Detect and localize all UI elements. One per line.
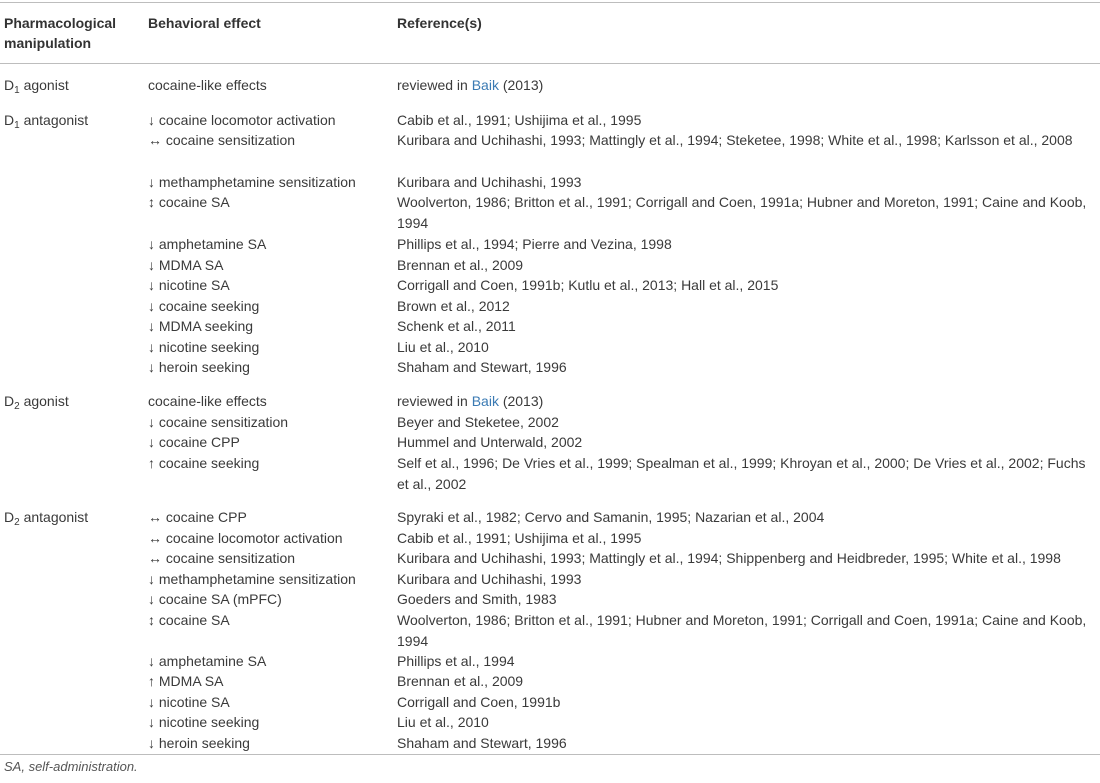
reference-cell — [397, 569, 1099, 590]
table-footnote: SA, self-administration. — [4, 759, 138, 774]
reference-text: Phillips et al., 1994; Pierre and Vezina, 1998 — [397, 236, 672, 252]
effect-cell: ↓ cocaine sensitization — [148, 414, 289, 430]
effect-cell: ↑ cocaine seeking — [148, 455, 260, 471]
reference-year: (2013) — [498, 77, 544, 93]
effect-cell: ↓ amphetamine SA — [148, 236, 267, 252]
manipulation-suffix: agonist — [19, 77, 69, 93]
reference-text: Brennan et al., 2009 — [397, 673, 524, 689]
effect-cell: ↕ cocaine SA — [148, 194, 230, 210]
manipulation-cell — [4, 507, 144, 531]
reference-cell — [397, 671, 1099, 692]
manipulation-cell — [4, 75, 144, 99]
reference-year: (2013) — [498, 393, 544, 409]
header-manipulation: Pharmacological manipulation — [4, 15, 117, 51]
reference-cell — [397, 589, 1099, 610]
reference-cell — [397, 75, 1099, 96]
reference-cell — [397, 130, 1099, 151]
effect-cell: ↔ cocaine CPP — [148, 509, 247, 525]
reference-cell — [397, 255, 1099, 276]
reference-cell — [397, 712, 1099, 733]
reference-cell — [397, 357, 1099, 378]
reference-cell — [397, 528, 1099, 549]
effect-cell: ↓ MDMA seeking — [148, 318, 254, 334]
header-effect: Behavioral effect — [148, 15, 261, 31]
manipulation-prefix: D — [4, 393, 15, 409]
reference-text: Brown et al., 2012 — [397, 298, 510, 314]
reference-text: Kuribara and Uchihashi, 1993 — [397, 571, 582, 587]
reference-text: Goeders and Smith, 1983 — [397, 591, 557, 607]
reference-text: Self et al., 1996; De Vries et al., 1999; Spealman et al., 1999; Khroyan et al., 2000; De Vries et al., 2002; Fuchs et al., 2002 — [397, 455, 1086, 492]
reference-cell — [397, 316, 1099, 337]
reference-text: Schenk et al., 2011 — [397, 318, 516, 334]
reference-cell — [397, 651, 1099, 672]
reference-text: Kuribara and Uchihashi, 1993 — [397, 174, 582, 190]
manipulation-subscript: 2 — [14, 517, 20, 528]
effect-cell: ↔ cocaine sensitization — [148, 132, 296, 148]
reference-cell — [397, 453, 1099, 494]
manipulation-suffix: antagonist — [19, 509, 89, 525]
effect-cell: ↓ nicotine seeking — [148, 714, 260, 730]
reference-text: Hummel and Unterwald, 2002 — [397, 434, 583, 450]
effect-cell: ↓ cocaine locomotor activation — [148, 112, 336, 128]
reference-text: Woolverton, 1986; Britton et al., 1991; Hubner and Moreton, 1991; Corrigall and Coen, 1991a; Caine and Koob, 1994 — [397, 612, 1087, 649]
header-rule — [0, 63, 1100, 64]
manipulation-prefix: D — [4, 77, 15, 93]
manipulation-suffix: agonist — [19, 393, 69, 409]
manipulation-prefix: D — [4, 509, 15, 525]
reference-text: Cabib et al., 1991; Ushijima et al., 1995 — [397, 112, 642, 128]
reference-text: Woolverton, 1986; Britton et al., 1991; Corrigall and Coen, 1991a; Hubner and Moreton, 1991; Caine and Koob, 1994 — [397, 194, 1087, 231]
reference-cell — [397, 507, 1099, 528]
reference-cell — [397, 432, 1099, 453]
effect-cell: ↓ nicotine SA — [148, 277, 230, 293]
effect-cell: ↑ MDMA SA — [148, 673, 224, 689]
header-references: Reference(s) — [397, 15, 482, 31]
effect-cell: ↕ cocaine SA — [148, 612, 230, 628]
reference-text: Corrigall and Coen, 1991b; Kutlu et al., 2013; Hall et al., 2015 — [397, 277, 779, 293]
effect-cell: ↓ heroin seeking — [148, 359, 250, 375]
reference-cell — [397, 337, 1099, 358]
reference-text: reviewed in — [397, 393, 472, 409]
reference-text: Shaham and Stewart, 1996 — [397, 359, 567, 375]
reference-cell — [397, 234, 1099, 255]
reference-cell — [397, 610, 1099, 651]
effect-cell: ↓ cocaine CPP — [148, 434, 240, 450]
reference-text: Kuribara and Uchihashi, 1993; Mattingly et al., 1994; Shippenberg and Heidbreder, 1995; White et al., 1998 — [397, 550, 1061, 566]
reference-cell — [397, 412, 1099, 433]
reference-cell — [397, 391, 1099, 412]
manipulation-cell — [4, 391, 144, 415]
reference-cell — [397, 110, 1099, 131]
reference-text: Beyer and Steketee, 2002 — [397, 414, 559, 430]
effect-cell: cocaine-like effects — [148, 393, 267, 409]
effect-cell: ↓ heroin seeking — [148, 735, 250, 751]
effect-cell: cocaine-like effects — [148, 77, 267, 93]
reference-text: Shaham and Stewart, 1996 — [397, 735, 567, 751]
reference-link[interactable]: Baik — [471, 77, 499, 93]
manipulation-subscript: 1 — [14, 120, 20, 131]
top-rule — [0, 2, 1100, 3]
effect-cell: ↓ cocaine seeking — [148, 298, 260, 314]
reference-cell — [397, 296, 1099, 317]
effect-cell: ↓ methamphetamine sensitization — [148, 571, 356, 587]
reference-text: Liu et al., 2010 — [397, 714, 489, 730]
reference-text: Brennan et al., 2009 — [397, 257, 524, 273]
reference-text: Kuribara and Uchihashi, 1993; Mattingly et al., 1994; Steketee, 1998; White et al., 1998; Karlsson et al., 2008 — [397, 132, 1073, 148]
reference-text: Phillips et al., 1994 — [397, 653, 515, 669]
effect-cell: ↔ cocaine locomotor activation — [148, 530, 343, 546]
reference-cell — [397, 192, 1099, 233]
manipulation-prefix: D — [4, 112, 15, 128]
manipulation-subscript: 2 — [14, 401, 20, 412]
reference-text: Cabib et al., 1991; Ushijima et al., 1995 — [397, 530, 642, 546]
reference-cell — [397, 733, 1099, 754]
reference-cell — [397, 692, 1099, 713]
effect-cell: ↓ methamphetamine sensitization — [148, 174, 356, 190]
reference-text: reviewed in — [397, 77, 472, 93]
manipulation-suffix: antagonist — [19, 112, 89, 128]
effect-cell: ↓ nicotine seeking — [148, 339, 260, 355]
effect-cell: ↓ MDMA SA — [148, 257, 224, 273]
effect-cell: ↓ amphetamine SA — [148, 653, 267, 669]
effect-cell: ↓ nicotine SA — [148, 694, 230, 710]
effect-cell: ↔ cocaine sensitization — [148, 550, 296, 566]
manipulation-subscript: 1 — [14, 85, 20, 96]
reference-cell — [397, 172, 1099, 193]
effect-cell: ↓ cocaine SA (mPFC) — [148, 591, 282, 607]
reference-cell — [397, 275, 1099, 296]
manipulation-cell — [4, 110, 144, 134]
bottom-rule — [0, 754, 1100, 755]
reference-text: Spyraki et al., 1982; Cervo and Samanin, 1995; Nazarian et al., 2004 — [397, 509, 825, 525]
reference-cell — [397, 548, 1099, 569]
reference-text: Corrigall and Coen, 1991b — [397, 694, 561, 710]
reference-text: Liu et al., 2010 — [397, 339, 489, 355]
reference-link[interactable]: Baik — [471, 393, 499, 409]
